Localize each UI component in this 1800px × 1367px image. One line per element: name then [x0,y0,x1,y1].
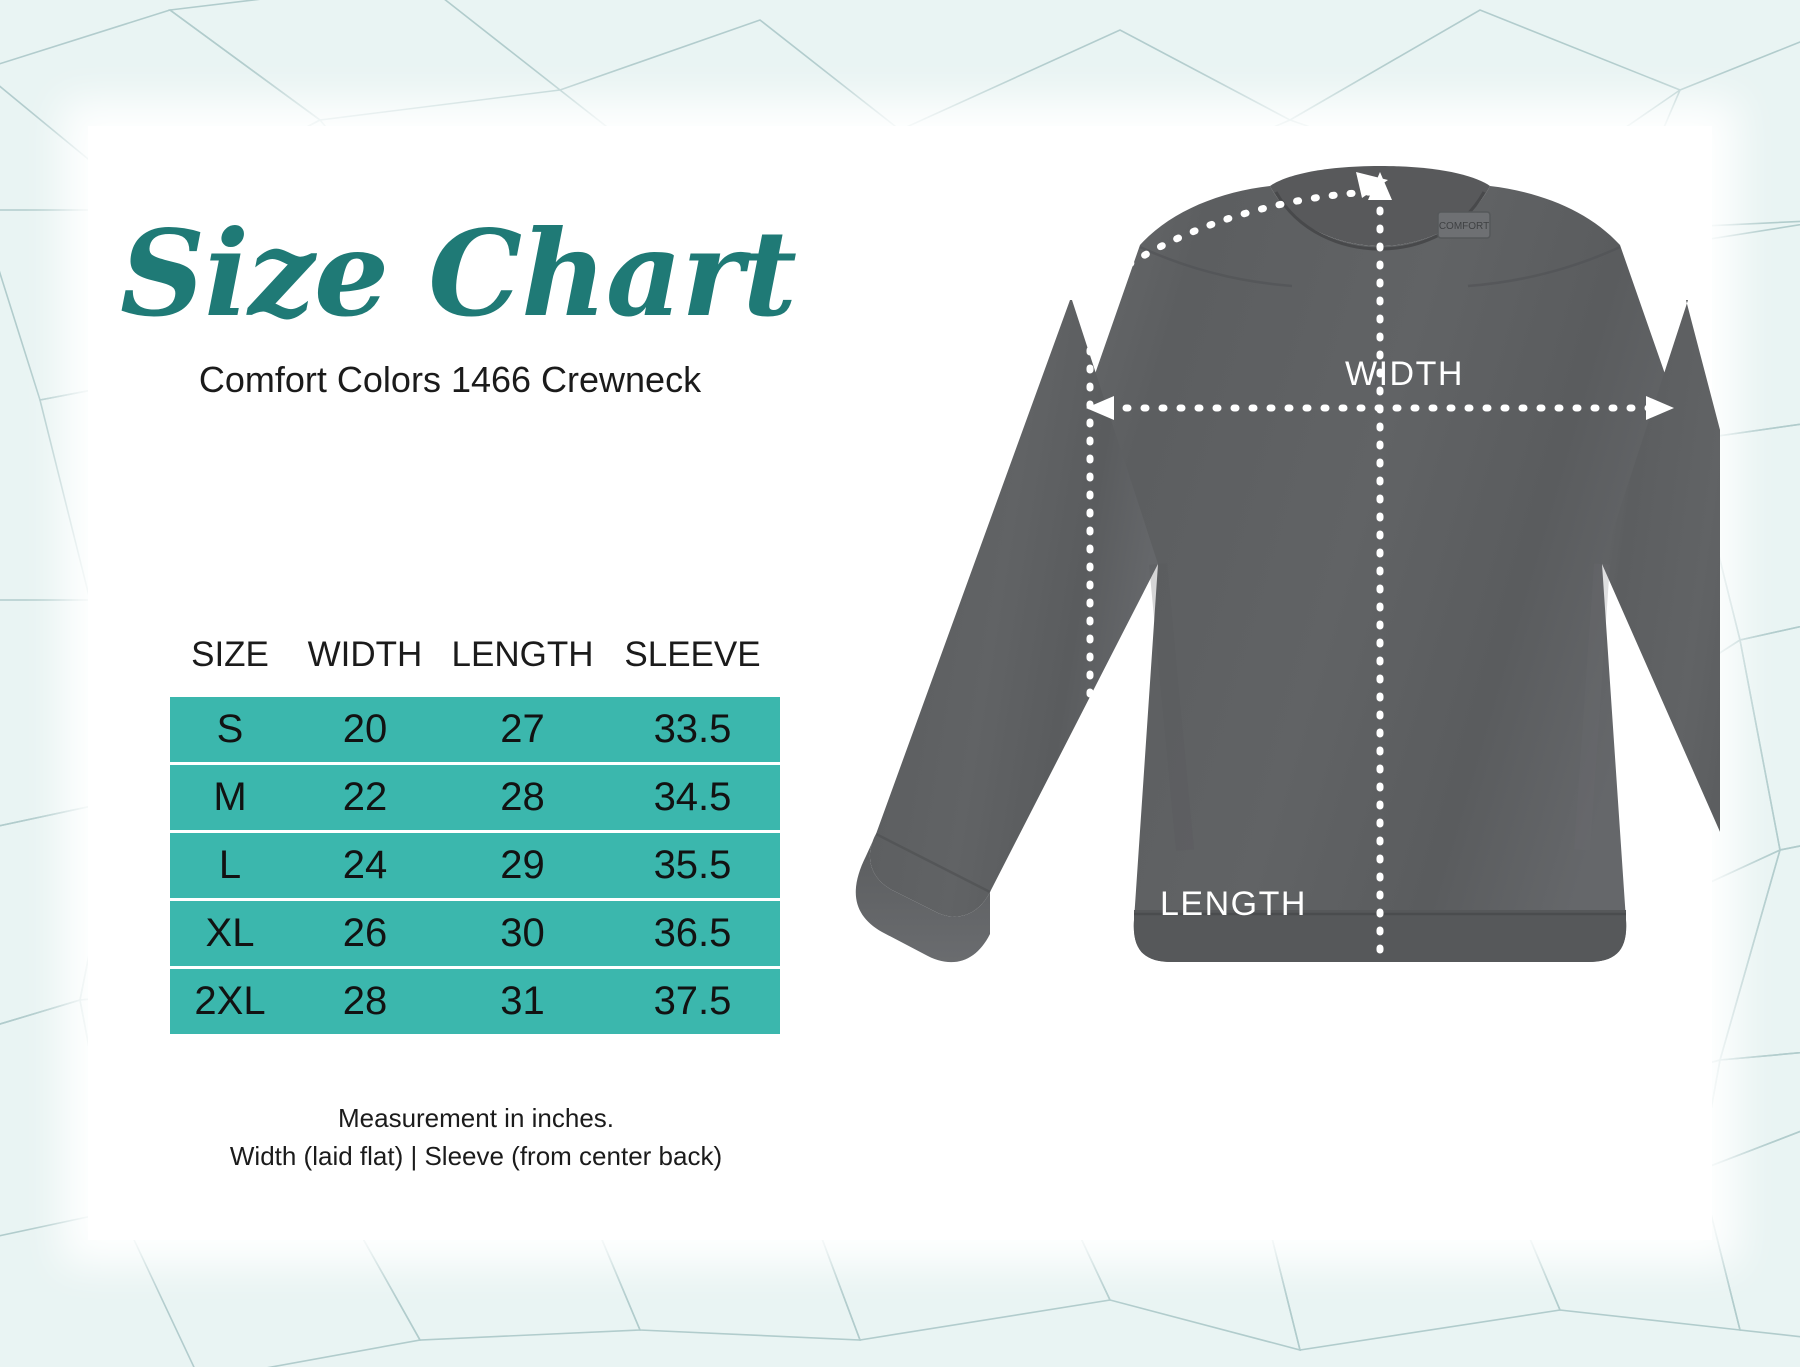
cell-sleeve: 34.5 [605,764,780,832]
cell-width: 28 [290,968,440,1035]
column-header-size: SIZE [191,635,269,674]
table-row [170,968,780,1035]
page-title: Size Chart [120,204,797,343]
garment-illustration [805,150,1720,1220]
cell-length: 29 [440,832,605,900]
column-header-length: LENGTH [451,635,594,674]
cell-width: 26 [290,900,440,968]
cell-length: 30 [440,900,605,968]
table-row [170,900,780,968]
cell-size: XL [170,900,290,968]
measurement-note [170,1100,782,1175]
cell-width: 22 [290,764,440,832]
cell-size: L [170,832,290,900]
cell-sleeve: 37.5 [605,968,780,1035]
cell-width: 24 [290,832,440,900]
page-subtitle: Comfort Colors 1466 Crewneck [198,359,702,400]
cell-sleeve: 35.5 [605,832,780,900]
cell-size: S [170,697,290,764]
measurement-note-line2: Width (laid flat) | Sleeve (from center back) [229,1140,723,1171]
cell-length: 27 [440,697,605,764]
cell-length: 31 [440,968,605,1035]
sleeve-label: SLEEVE [805,598,843,740]
table-row [170,697,780,764]
cell-width: 20 [290,697,440,764]
cell-sleeve: 33.5 [605,697,780,764]
cell-size: M [170,764,290,832]
measurement-note-line1: Measurement in inches. [337,1103,615,1133]
table-header-row [170,635,780,697]
column-header-width: WIDTH [307,635,423,674]
cell-size: 2XL [170,968,290,1035]
table-row [170,764,780,832]
svg-text:COMFORT: COMFORT [1438,221,1490,232]
column-header-sleeve: SLEEVE [624,635,761,674]
width-label: WIDTH [1345,355,1464,393]
cell-length: 28 [440,764,605,832]
header-block [110,204,830,401]
length-label: LENGTH [1160,885,1307,923]
cell-sleeve: 36.5 [605,900,780,968]
sweatshirt-icon [840,150,1720,1220]
size-table [170,635,780,1034]
table-row [170,832,780,900]
